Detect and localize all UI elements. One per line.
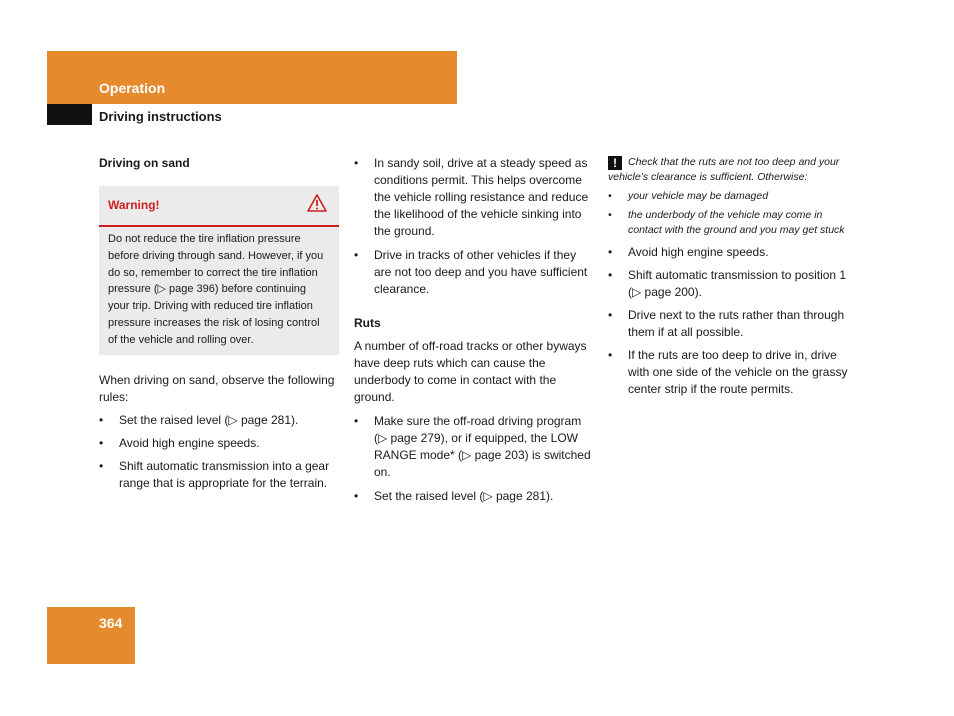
notice xyxy=(608,155,853,185)
ruts-driving-list xyxy=(608,244,853,398)
list-item: • Shift automatic transmission into a gear range that is appropriate for the terrain. xyxy=(99,458,339,492)
column-2 xyxy=(354,155,592,505)
list-item: • Set the raised level (▷ page 281). xyxy=(354,488,592,505)
exclamation-icon: ! xyxy=(608,156,622,170)
list-item: • Make sure the off-road driving program (▷ page 279), or if equipped, the LOW RANGE mode* (▷ page 203) is switched on. xyxy=(354,413,592,481)
sand-rules-list xyxy=(99,412,339,492)
heading-ruts: Ruts xyxy=(354,316,381,330)
ruts-paragraph: A number of off-road tracks or other byways have deep ruts which can cause the underbody to come in contact with the ground. xyxy=(354,339,587,404)
list-item: • In sandy soil, drive at a steady speed as conditions permit. This helps overcome the vehicle rolling resistance and reduce the likelihood of the vehicle sinking into the ground. xyxy=(354,155,592,240)
warning-title: Warning! xyxy=(108,198,160,212)
heading-driving-on-sand: Driving on sand xyxy=(99,156,190,170)
warning-header xyxy=(99,186,339,227)
list-item: • If the ruts are too deep to drive in, drive with one side of the vehicle on the grassy center strip if the route permits. xyxy=(608,347,853,398)
ruts-list xyxy=(354,413,592,505)
page-number: 364 xyxy=(99,615,123,631)
list-item: • Avoid high engine speeds. xyxy=(608,244,853,261)
subsection-title: Driving instructions xyxy=(99,109,222,124)
header-band xyxy=(47,51,457,104)
sand-tips-list xyxy=(354,155,592,298)
warning-box xyxy=(99,186,339,355)
warning-text: Do not reduce the tire inflation pressure before driving through sand. However, if you do so, remember to correct the tire inflation pressure (▷ page 396) before continuing your trip. Driving with reduced tire inflation pressure increases the risk of losing control of the vehicle and rolling over. xyxy=(108,233,324,346)
list-item: • Drive in tracks of other vehicles if they are not too deep and you have sufficient clearance. xyxy=(354,247,592,298)
list-item: • Set the raised level (▷ page 281). xyxy=(99,412,339,429)
notice-text: Check that the ruts are not too deep and your vehicle’s clearance is sufficient. Otherwise: xyxy=(608,156,840,183)
list-item: • Shift automatic transmission to position 1 (▷ page 200). xyxy=(608,267,853,301)
list-item: • Drive next to the ruts rather than through them if at all possible. xyxy=(608,307,853,341)
section-title: Operation xyxy=(99,80,166,96)
black-marker xyxy=(47,104,92,125)
column-3 xyxy=(608,155,853,398)
column-1 xyxy=(99,155,339,492)
warning-triangle-icon xyxy=(307,194,327,217)
list-item: • Avoid high engine speeds. xyxy=(99,435,339,452)
list-item: • your vehicle may be damaged xyxy=(608,189,853,204)
intro-text: When driving on sand, observe the following rules: xyxy=(99,372,335,404)
list-item: • the underbody of the vehicle may come in contact with the ground and you may get stuck xyxy=(608,208,853,238)
notice-list xyxy=(608,189,853,238)
